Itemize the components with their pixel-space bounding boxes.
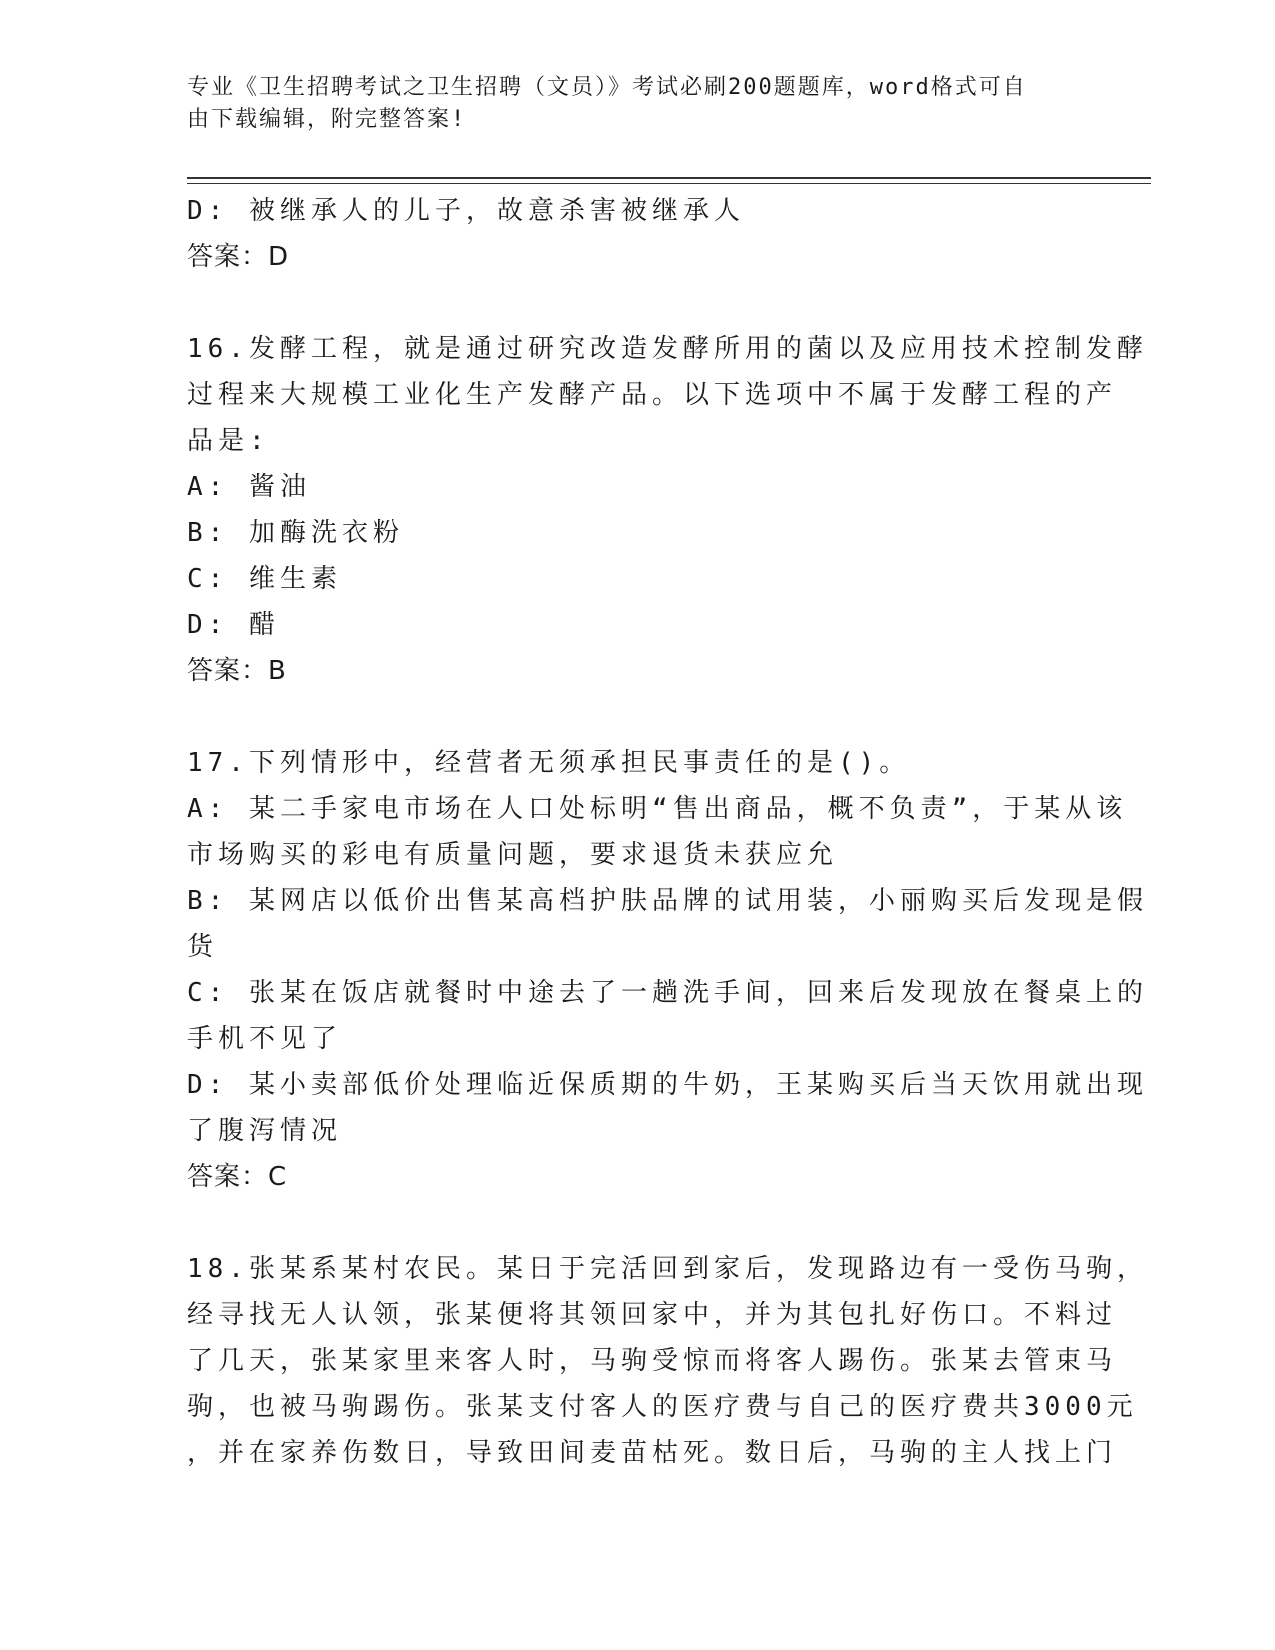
- q16-stem-line: 品是:: [187, 426, 270, 456]
- q17-option-a: A: 某二手家电市场在人口处标明“售出商品，概不负责”，于某从该: [187, 794, 1128, 824]
- question-15: [187, 188, 1067, 280]
- header-divider-thick: [187, 177, 1151, 179]
- header-title-line-2: 由下载编辑，附完整答案!: [187, 107, 467, 132]
- q17-option-b: B: 某网店以低价出售某高档护肤品牌的试用装，小丽购买后发现是假: [187, 886, 1148, 916]
- header-title-line-1: 专业《卫生招聘考试之卫生招聘（文员）》考试必刷200题题库，word格式可自: [187, 75, 1027, 100]
- spacer: [187, 1200, 1067, 1246]
- q15-option-d: D: 被继承人的儿子，故意杀害被继承人: [187, 196, 745, 226]
- q16-stem-line: 16.发酵工程，就是通过研究改造发酵所用的菌以及应用技术控制发酵: [187, 334, 1148, 364]
- q17-option-c: C: 张某在饭店就餐时中途去了一趟洗手间，回来后发现放在餐桌上的: [187, 978, 1148, 1008]
- question-content: [187, 188, 1148, 1476]
- q16-option-d: D: 醋: [187, 610, 280, 640]
- header-divider-thin: [187, 183, 1151, 184]
- q18-stem-line: 18.张某系某村农民。某日于完活回到家后，发现路边有一受伤马驹，: [187, 1254, 1148, 1284]
- q18-stem-line: 经寻找无人认领，张某便将其领回家中，并为其包扎好伤口。不料过: [187, 1300, 1118, 1330]
- q17-answer: 答案：C: [187, 1162, 288, 1192]
- q17-option-c-cont: 手机不见了: [187, 1024, 343, 1054]
- q18-stem-line: 了几天，张某家里来客人时，马驹受惊而将客人踢伤。张某去管束马: [187, 1346, 1118, 1376]
- q16-option-c: C: 维生素: [187, 564, 342, 594]
- q15-answer: 答案：D: [187, 242, 290, 272]
- question-17: [187, 740, 1148, 1200]
- document-header: [187, 72, 1067, 136]
- q17-option-d-cont: 了腹泻情况: [187, 1116, 343, 1146]
- question-16: [187, 326, 1148, 694]
- q16-option-a: A: 酱油: [187, 472, 311, 502]
- q16-answer: 答案：B: [187, 656, 287, 686]
- q18-stem-line: 驹，也被马驹踢伤。张某支付客人的医疗费与自己的医疗费共3000元: [187, 1392, 1138, 1422]
- q17-stem: 17.下列情形中，经营者无须承担民事责任的是()。: [187, 748, 911, 778]
- q16-option-b: B: 加酶洗衣粉: [187, 518, 404, 548]
- q18-stem-line: ，并在家养伤数日，导致田间麦苗枯死。数日后，马驹的主人找上门: [187, 1438, 1118, 1468]
- q16-stem-line: 过程来大规模工业化生产发酵产品。以下选项中不属于发酵工程的产: [187, 380, 1118, 410]
- q17-option-b-cont: 货: [187, 932, 219, 962]
- q17-option-d: D: 某小卖部低价处理临近保质期的牛奶，王某购买后当天饮用就出现: [187, 1070, 1148, 1100]
- spacer: [187, 694, 1067, 740]
- question-18: [187, 1246, 1148, 1476]
- q17-option-a-cont: 市场购买的彩电有质量问题，要求退货未获应允: [187, 840, 839, 870]
- spacer: [187, 280, 1067, 326]
